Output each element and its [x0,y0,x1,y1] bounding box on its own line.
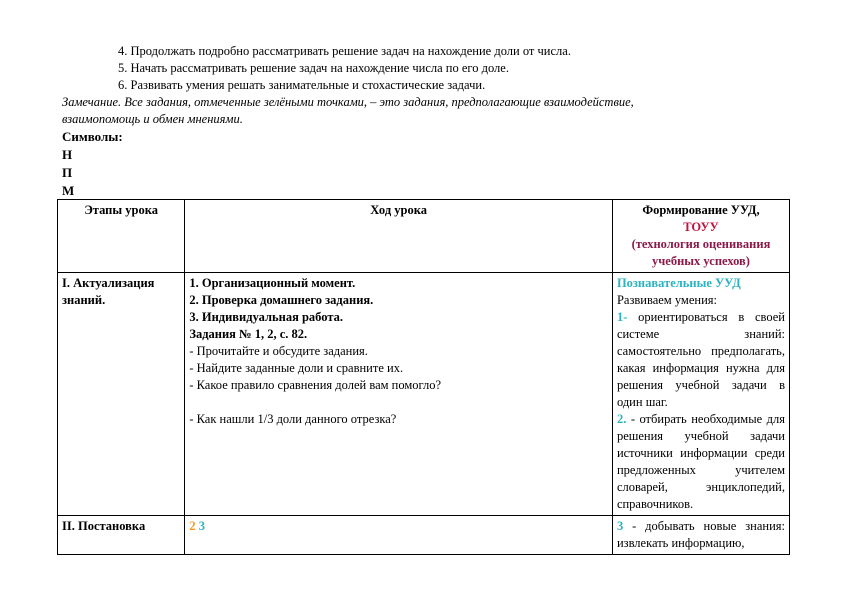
header-uud-label: Формирование УУД, [642,203,760,217]
uud-item-1-num: 1- [616,310,628,324]
header-toyu-full: (технология оценивания учебных успехов) [631,237,771,268]
header-stages: Этапы урока [58,200,185,273]
course-question: - Как нашли 1/3 доли данного отрезка? [189,412,397,426]
uud-item-3 [617,518,785,552]
header-toyu: ТОУУ [683,220,719,234]
course-cell [185,273,613,516]
course-question: - Прочитайте и обсудите задания. [189,344,368,358]
uud-item-3-num: 3 [616,519,624,533]
uud-item-1-text: ориентироваться в своей системе знаний: самостоятельно предполагать, какая информация нужна для решения учебной задачи в один шаг. [616,310,785,409]
uud-item-2-text: - отбирать необходимые для решения учебной задачи источники информации среди предложенных учителем словарей, энциклопедий, справочников. [616,412,785,511]
goal-5: 5. Начать рассматривать решение задач на нахождение числа по его доле. [118,61,509,75]
table-header-row [58,200,790,273]
header-course: Ход урока [185,200,613,273]
goal-6: 6. Развивать умения решать занимательные и стохастические задачи. [118,78,486,92]
course-item: 3. Индивидуальная работа. [189,310,344,324]
symbols-title: Символы: [62,129,123,144]
header-uud [612,200,789,273]
course-item: Задания № 1, 2, с. 82. [189,327,308,341]
uud-title: Познавательные УУД [616,276,741,290]
symbol-n: Н [62,147,73,162]
uud-cell [612,516,789,555]
course-question: - Какое правило сравнения долей вам помогло? [189,378,442,392]
note-line-2: взаимопомощь и обмен мнениями. [62,112,243,126]
uud-cell [612,273,789,516]
symbol-m: М [62,183,75,198]
note-line-1: Замечание. Все задания, отмеченные зелёными точками, – это задания, предполагающие взаимодействие, [62,95,634,109]
lesson-table [57,199,790,555]
course-item: 1. Организационный момент. [189,276,356,290]
table-row [58,516,790,555]
stage-cell: II. Постановка [58,516,185,555]
stage-cell: I. Актуализация знаний. [58,273,185,516]
uud-intro: Развиваем умения: [616,293,717,307]
spacer [189,394,608,411]
course-cell [185,516,613,555]
uud-item-2 [617,411,785,513]
course-item: 2. Проверка домашнего задания. [189,293,374,307]
goal-4: 4. Продолжать подробно рассматривать решение задач на нахождение доли от числа. [118,44,571,58]
course-question: - Найдите заданные доли и сравните их. [189,361,404,375]
table-row [58,273,790,516]
uud-item-2-num: 2. [616,412,627,426]
marker-2: 2 [189,519,196,533]
marker-3: 3 [198,519,205,533]
uud-item-1 [617,309,785,411]
uud-item-3-text: - добывать новые знания: извлекать информацию, [616,519,785,550]
symbol-p: П [62,165,73,180]
